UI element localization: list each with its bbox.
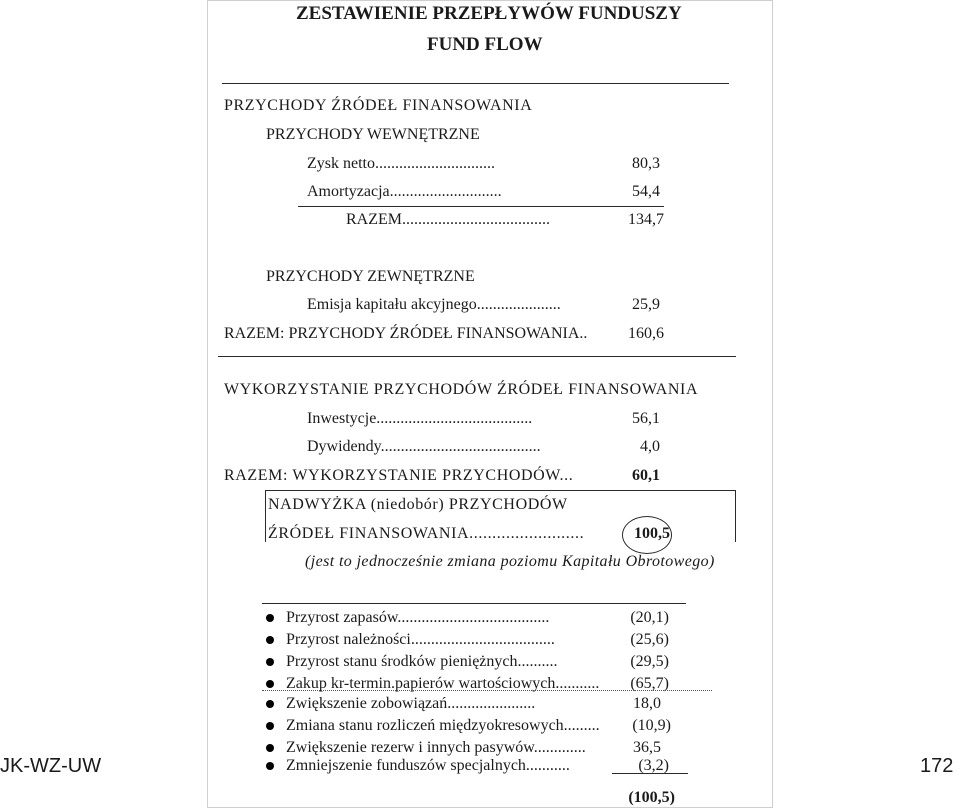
wc-item-label: Przyrost zapasów...................................... <box>286 609 550 626</box>
title-rule <box>222 83 729 84</box>
uses-total-value: 60,1 <box>632 467 660 484</box>
wc-item-value: (65,7) <box>630 675 669 692</box>
working-capital-sum-rule <box>612 773 688 774</box>
bullet-icon <box>266 762 274 770</box>
bullet-icon <box>266 636 274 644</box>
share-issue-value: 25,9 <box>632 296 660 313</box>
investments-label: Inwestycje....................................... <box>307 410 533 427</box>
sources-rule <box>218 356 736 357</box>
net-profit-value: 80,3 <box>632 155 660 172</box>
wc-item-label: Zakup kr-termin.papierów wartościowych........... <box>286 675 600 692</box>
wc-item-label: Przyrost stanu środków pieniężnych.......... <box>286 653 558 670</box>
wc-item-value: (10,9) <box>632 717 671 734</box>
depreciation-value: 54,4 <box>632 183 660 200</box>
uses-total-label: RAZEM: WYKORZYSTANIE PRZYCHODÓW... <box>224 467 574 484</box>
wc-item-label: Zmiana stanu rozliczeń międzyokresowych......... <box>286 717 600 734</box>
footer-label: JK-WZ-UW <box>0 755 102 777</box>
surplus-label-line2: ŹRÓDEŁ FINANSOWANIA......................... <box>268 525 585 542</box>
external-heading: PRZYCHODY ZEWNĘTRZNE <box>266 268 475 285</box>
share-issue-label: Emisja kapitału akcyjnego..................... <box>307 296 561 313</box>
page-number: 172 <box>920 755 954 777</box>
wc-item-label: Zwiększenie rezerw i innych pasywów............. <box>286 739 586 756</box>
surplus-box-right <box>735 490 736 542</box>
working-capital-total: (100,5) <box>628 789 675 806</box>
surplus-value: 100,5 <box>634 525 670 542</box>
wc-item-value: (20,1) <box>630 609 669 626</box>
surplus-box-top <box>265 490 735 491</box>
sources-heading: PRZYCHODY ŹRÓDEŁ FINANSOWANIA <box>224 97 533 114</box>
depreciation-label: Amortyzacja............................ <box>307 183 502 200</box>
net-profit-label: Zysk netto.............................. <box>307 155 495 172</box>
wc-item-value: (25,6) <box>630 631 669 648</box>
bullet-icon <box>266 722 274 730</box>
wc-item-value: 18,0 <box>633 695 661 712</box>
surplus-note: (jest to jednocześnie zmiana poziomu Kapitału Obrotowego) <box>305 553 715 570</box>
dotted-separator <box>262 690 712 691</box>
wc-item-label: Przyrost należności.................................... <box>286 631 555 648</box>
page-subtitle: FUND FLOW <box>427 34 543 55</box>
bullet-icon <box>266 680 274 688</box>
uses-heading: WYKORZYSTANIE PRZYCHODÓW ŹRÓDEŁ FINANSOWANIA <box>224 381 699 398</box>
internal-total-value: 134,7 <box>628 211 664 228</box>
sources-total-label: RAZEM: PRZYCHODY ŹRÓDEŁ FINANSOWANIA.. <box>224 325 588 342</box>
wc-item-label: Zmniejszenie funduszów specjalnych........... <box>286 757 570 774</box>
investments-value: 56,1 <box>632 410 660 427</box>
surplus-box-left <box>265 490 266 542</box>
working-capital-top-rule <box>262 603 686 604</box>
bullet-icon <box>266 744 274 752</box>
internal-sum-rule <box>298 206 664 207</box>
wc-item-label: Zwiększenie zobowiązań...................... <box>286 695 536 712</box>
surplus-label-line1: NADWYŻKA (niedobór) PRZYCHODÓW <box>268 496 568 513</box>
bullet-icon <box>266 614 274 622</box>
wc-item-value: (29,5) <box>630 653 669 670</box>
page-title: ZESTAWIENIE PRZEPŁYWÓW FUNDUSZY <box>296 3 682 24</box>
bullet-icon <box>266 658 274 666</box>
bullet-icon <box>266 700 274 708</box>
internal-total-label: RAZEM..................................... <box>346 211 550 228</box>
sources-total-value: 160,6 <box>628 325 664 342</box>
wc-item-value: 36,5 <box>633 739 661 756</box>
internal-heading: PRZYCHODY WEWNĘTRZNE <box>266 126 480 143</box>
dividends-value: 4,0 <box>640 438 660 455</box>
dividends-label: Dywidendy........................................ <box>307 438 541 455</box>
wc-item-value: (3,2) <box>638 757 669 774</box>
